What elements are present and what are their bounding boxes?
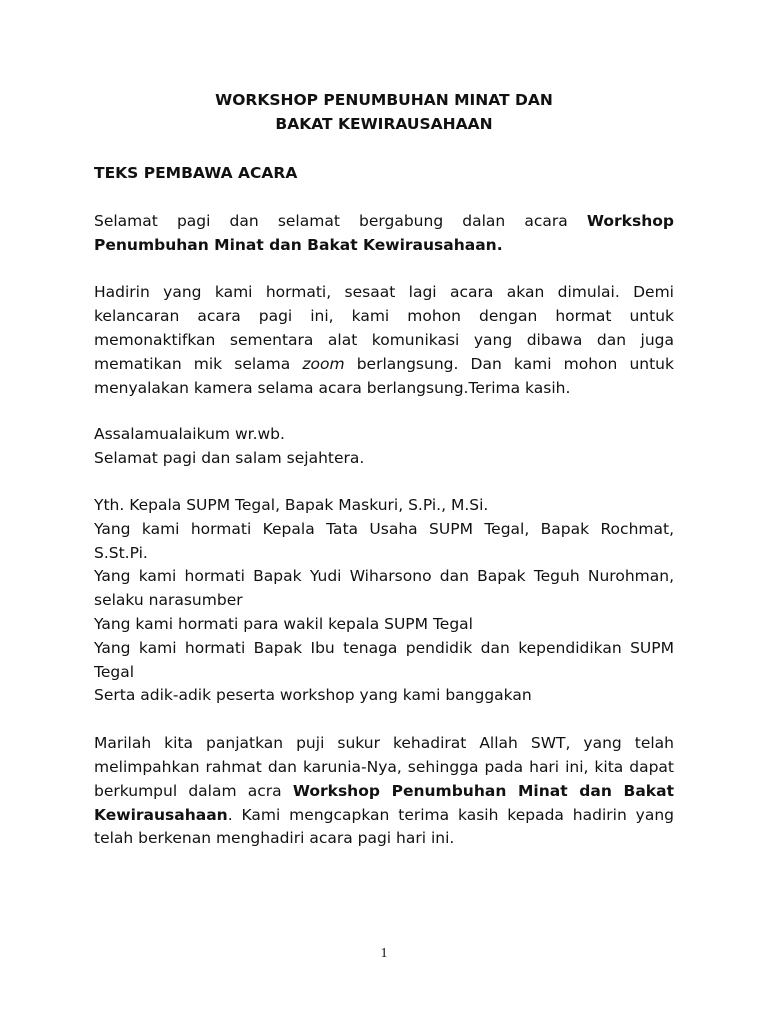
greeting-line: Assalamualaikum wr.wb. <box>94 425 285 444</box>
document-body <box>94 88 674 851</box>
honorific-line: Yth. Kepala SUPM Tegal, Bapak Maskuri, S.Pi., M.Si. <box>94 495 489 514</box>
section-heading: TEKS PEMBAWA ACARA <box>94 164 298 182</box>
welcome-text: Selamat pagi dan selamat bergabung dalan acara <box>94 211 587 230</box>
welcome-paragraph <box>94 210 674 258</box>
honorific-line: Serta adik-adik peserta workshop yang kami banggakan <box>94 686 532 705</box>
zoom-term: zoom <box>302 354 345 373</box>
notice-text-after: berlangsung. Dan kami mohon untuk menyalakan kamera selama acara berlangsung.Terima kasih. <box>94 354 674 397</box>
greeting-block <box>94 423 674 471</box>
honorific-line: Yang kami hormati Bapak Yudi Wiharsono dan Bapak Teguh Nurohman, selaku narasumber <box>94 567 674 610</box>
event-name: Workshop Penumbuhan Minat dan Bakat Kewirausahaan <box>94 211 674 254</box>
title-line-1: WORKSHOP PENUMBUHAN MINAT DAN <box>215 91 553 109</box>
welcome-end: . <box>496 235 503 254</box>
document-title <box>94 88 674 136</box>
notice-paragraph <box>94 281 674 400</box>
notice-text-before: Hadirin yang kami hormati, sesaat lagi acara akan dimulai. Demi kelancaran acara pagi ini, kami mohon dengan hormat untuk memonaktifkan sementara alat komunikasi yang dibawa dan juga mematikan mik selama <box>94 283 674 373</box>
closing-text-before: Marilah kita panjatkan puji sukur kehadirat Allah SWT, yang telah melimpahkan rahmat dan karunia-Nya, sehingga pada hari ini, kita dapat berkumpul dalam acra <box>94 734 674 800</box>
honorific-line: Yang kami hormati Kepala Tata Usaha SUPM Tegal, Bapak Rochmat, S.St.Pi. <box>94 519 674 562</box>
page-number: 1 <box>380 946 388 961</box>
honorifics-block <box>94 494 674 708</box>
honorific-line: Yang kami hormati Bapak Ibu tenaga pendidik dan kependidikan SUPM Tegal <box>94 638 674 681</box>
greeting-line: Selamat pagi dan salam sejahtera. <box>94 449 365 468</box>
closing-paragraph <box>94 732 674 851</box>
closing-text-after: . Kami mengcapkan terima kasih kepada hadirin yang telah berkenan menghadiri acara pagi hari ini. <box>94 805 674 848</box>
event-name: Workshop Penumbuhan Minat dan Bakat Kewirausahaan <box>94 781 674 824</box>
title-line-2: BAKAT KEWIRAUSAHAAN <box>275 115 493 133</box>
honorific-line: Yang kami hormati para wakil kepala SUPM Tegal <box>94 614 473 633</box>
